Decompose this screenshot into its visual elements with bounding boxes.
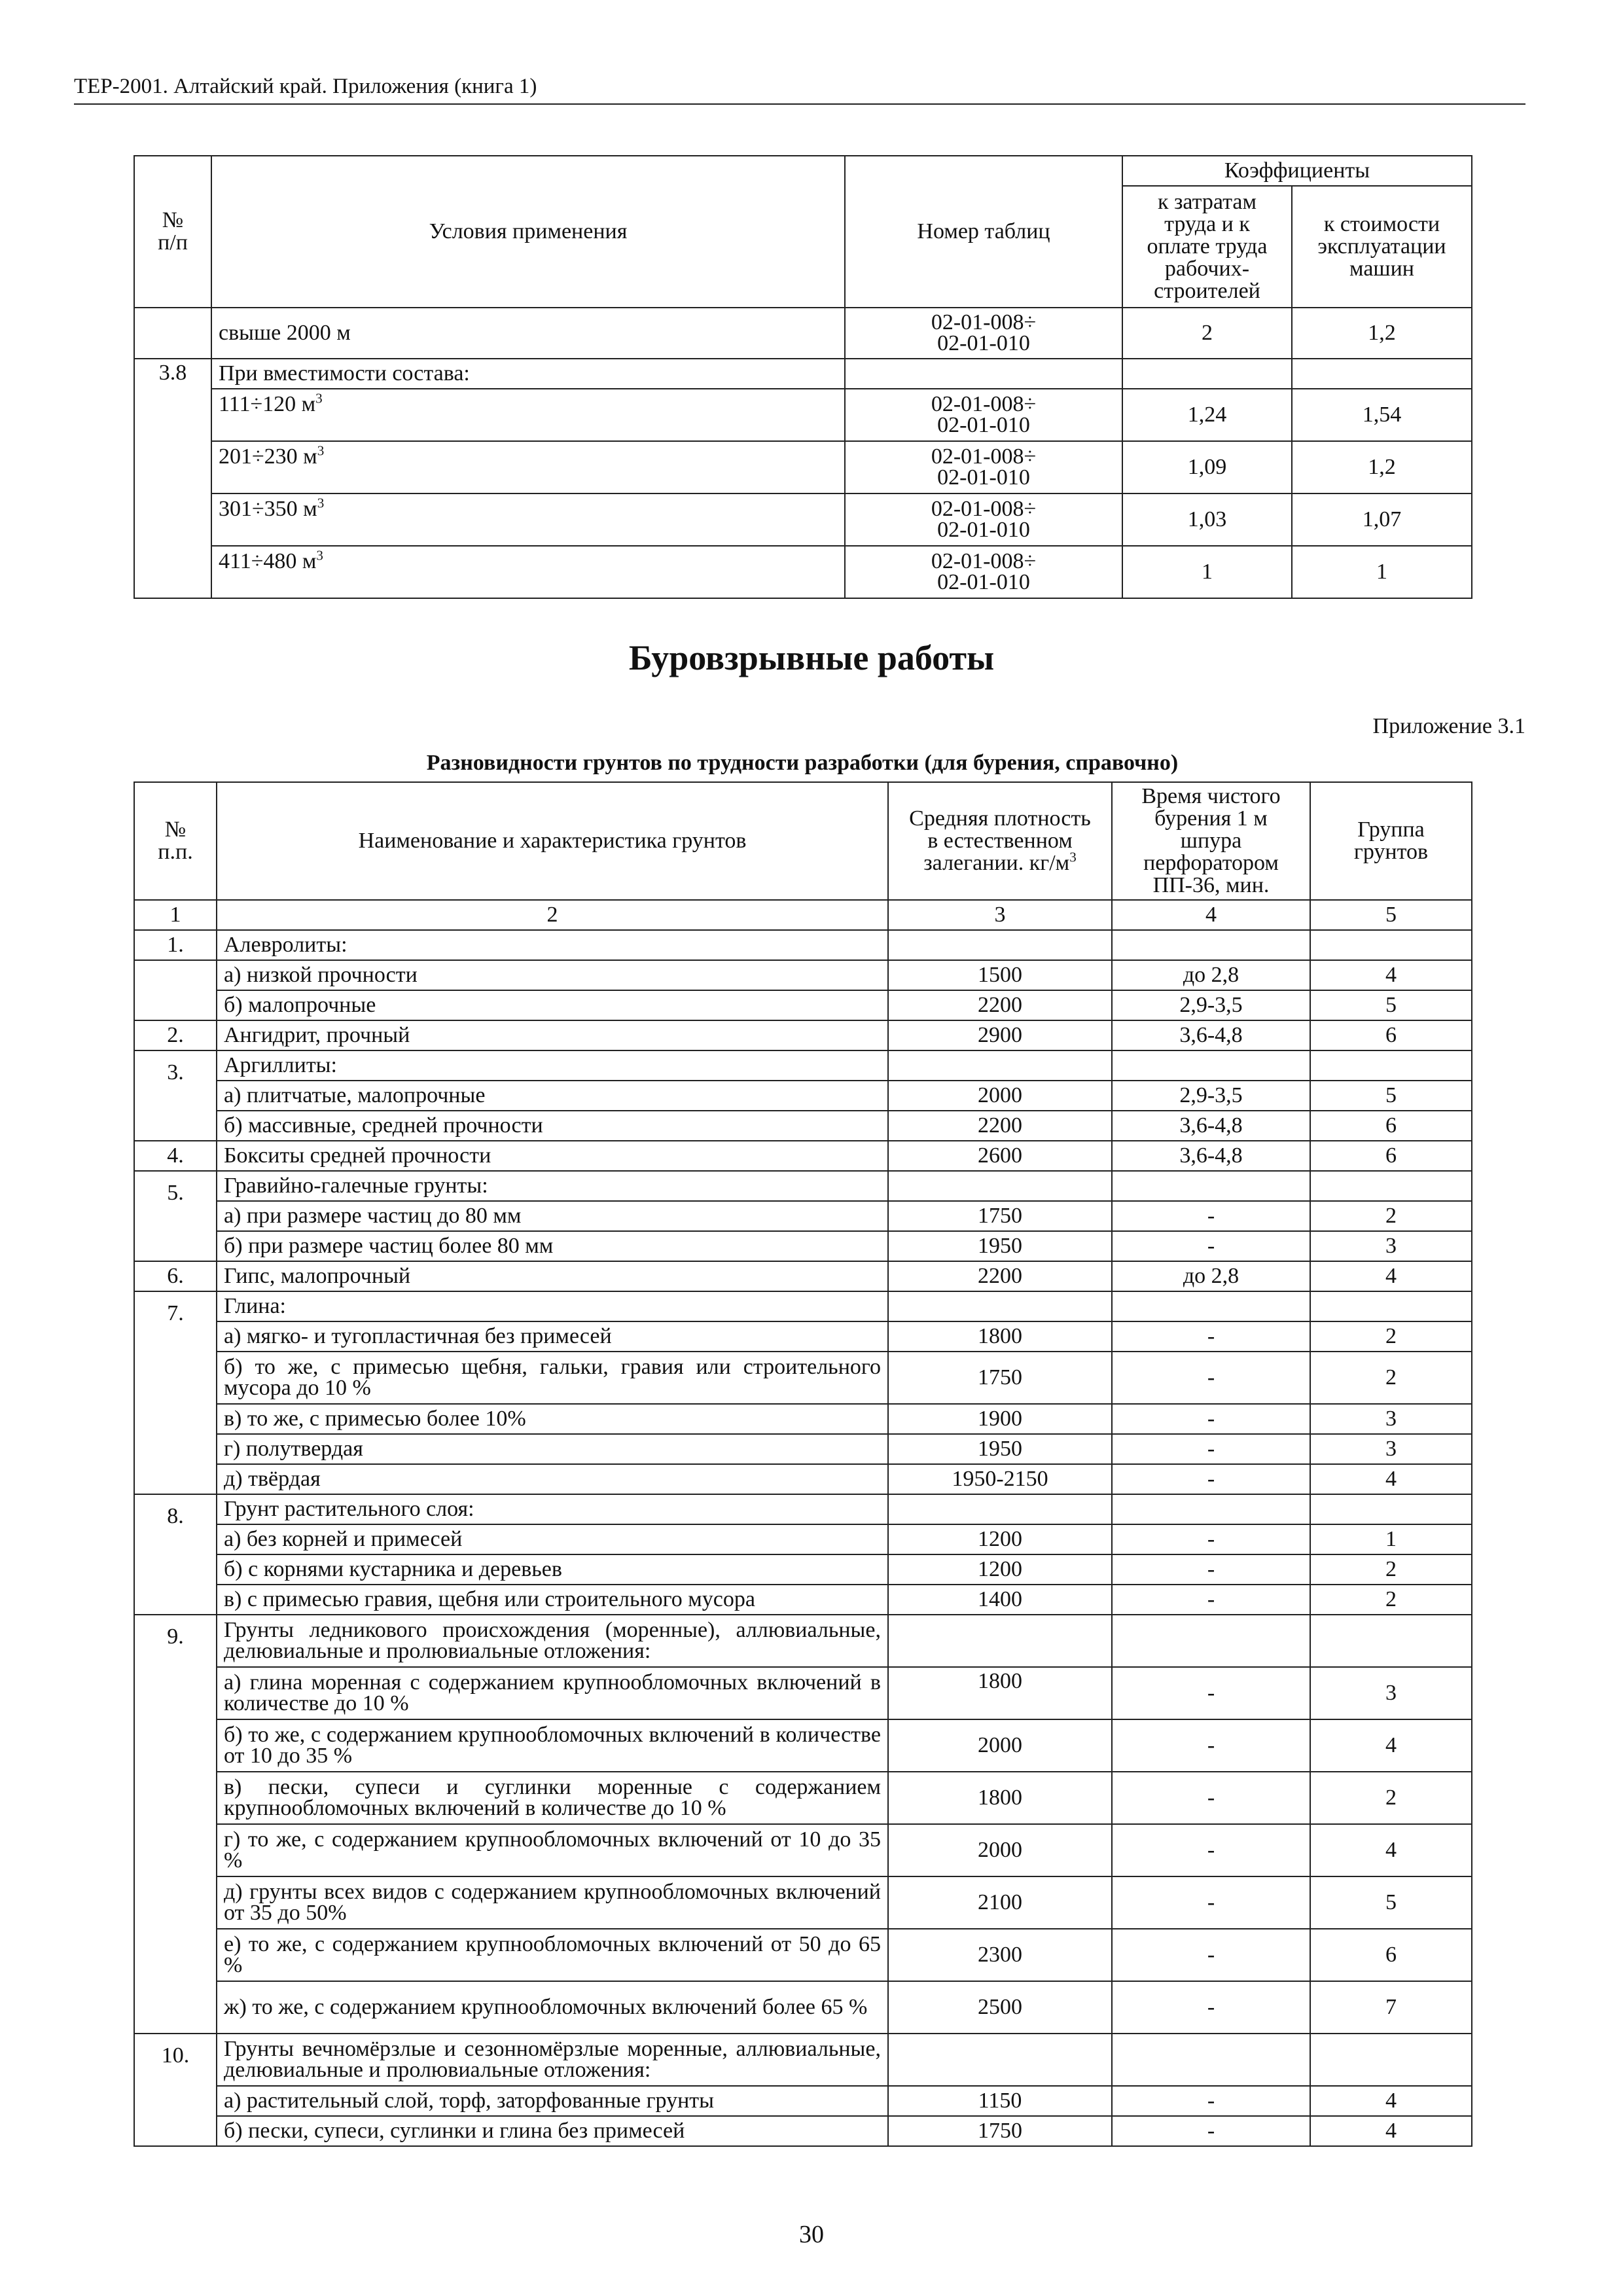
table-row <box>134 930 1472 960</box>
column-number: 4 <box>1112 900 1310 930</box>
row-num: 2. <box>134 1020 217 1050</box>
soil-name-cell: Грунты вечномёрзлые и сезонномёрзлые моренные, аллювиальные, делювиальные и пролювиальные отложения: <box>217 2034 888 2086</box>
soil-group-cell: 4 <box>1310 2116 1472 2146</box>
soil-name-cell: а) низкой прочности <box>217 960 888 990</box>
header-num: № п/п <box>134 156 211 308</box>
soil-name-cell: Гравийно-галечные грунты: <box>217 1171 888 1201</box>
soil-name-cell: Гипс, малопрочный <box>217 1261 888 1291</box>
table-row <box>134 1081 1472 1111</box>
table-row <box>134 1434 1472 1464</box>
table-row <box>134 308 1472 359</box>
density-cell <box>888 1050 1112 1081</box>
machines-coef-cell: 1,2 <box>1292 308 1472 359</box>
soil-group-cell: 2 <box>1310 1321 1472 1352</box>
table-row <box>134 1929 1472 1981</box>
drilling-time-cell: - <box>1112 1719 1310 1772</box>
drilling-time-cell: - <box>1112 1201 1310 1231</box>
soil-group-cell <box>1310 930 1472 960</box>
soil-group-cell <box>1310 1494 1472 1524</box>
soil-name-cell: ж) то же, с содержанием крупнообломочных включений более 65 % <box>217 1981 888 2034</box>
density-cell <box>888 1494 1112 1524</box>
soil-group-cell <box>1310 2034 1472 2086</box>
table-row <box>134 493 1472 546</box>
soil-group-cell: 4 <box>1310 1261 1472 1291</box>
soil-group-cell: 3 <box>1310 1667 1472 1719</box>
table-number-cell: 02-01-008÷ 02-01-010 <box>845 546 1122 598</box>
density-cell: 1200 <box>888 1554 1112 1585</box>
table-row <box>134 2034 1472 2086</box>
table-row <box>134 2116 1472 2146</box>
table-row <box>134 441 1472 493</box>
soil-name-cell: г) полутвердая <box>217 1434 888 1464</box>
drilling-time-cell <box>1112 1291 1310 1321</box>
soil-name-cell: е) то же, с содержанием крупнообломочных включений от 50 до 65 % <box>217 1929 888 1981</box>
drilling-time-cell: - <box>1112 1524 1310 1554</box>
row-num: 9. <box>134 1615 217 2034</box>
soil-name-cell: а) при размере частиц до 80 мм <box>217 1201 888 1231</box>
condition-cell <box>211 493 845 546</box>
soil-name-cell: б) массивные, средней прочности <box>217 1111 888 1141</box>
condition-text: 301÷350 м <box>219 497 317 521</box>
density-cell: 1750 <box>888 2116 1112 2146</box>
table-row <box>134 1050 1472 1081</box>
soil-group-cell <box>1310 1615 1472 1667</box>
drilling-time-cell <box>1112 2034 1310 2086</box>
page-number: 30 <box>799 2221 824 2248</box>
header-soil-name: Наименование и характеристика грунтов <box>217 782 888 900</box>
soil-group-cell <box>1310 1171 1472 1201</box>
header-density-text: Средняя плотность в естественном залегании. кг/м <box>909 806 1091 875</box>
drilling-time-cell: - <box>1112 1585 1310 1615</box>
column-number: 5 <box>1310 900 1472 930</box>
soil-group-cell: 2 <box>1310 1772 1472 1824</box>
table-number-cell: 02-01-008÷ 02-01-010 <box>845 389 1122 441</box>
coefficients-table <box>134 155 1472 599</box>
soil-name-cell: а) без корней и примесей <box>217 1524 888 1554</box>
table-row <box>134 1231 1472 1261</box>
drilling-time-cell <box>1112 1171 1310 1201</box>
density-cell: 2900 <box>888 1020 1112 1050</box>
condition-sup: 3 <box>315 390 323 406</box>
density-cell <box>888 1171 1112 1201</box>
soil-group-cell: 5 <box>1310 990 1472 1020</box>
table-row <box>134 546 1472 598</box>
soil-name-cell: в) то же, с примесью более 10% <box>217 1404 888 1434</box>
soil-group-cell: 6 <box>1310 1020 1472 1050</box>
condition-text: 201÷230 м <box>219 444 317 469</box>
table-row <box>134 1876 1472 1929</box>
density-cell: 1900 <box>888 1404 1112 1434</box>
column-number: 1 <box>134 900 217 930</box>
condition-cell <box>211 546 845 598</box>
header-density-sup: 3 <box>1069 849 1077 865</box>
density-cell: 1150 <box>888 2086 1112 2116</box>
column-number: 2 <box>217 900 888 930</box>
header-density <box>888 782 1112 900</box>
soil-name-cell: г) то же, с содержанием крупнообломочных включений от 10 до 35 % <box>217 1824 888 1876</box>
table-row <box>134 1554 1472 1585</box>
density-cell: 2300 <box>888 1929 1112 1981</box>
table-row <box>134 1615 1472 1667</box>
drilling-time-cell: - <box>1112 1404 1310 1434</box>
table-row <box>134 990 1472 1020</box>
header-drilling-time: Время чистого бурения 1 м шпура перфоратором ПП-36, мин. <box>1112 782 1310 900</box>
drilling-time-cell: - <box>1112 1352 1310 1404</box>
drilling-time-cell: 2,9-3,5 <box>1112 1081 1310 1111</box>
labor-coef-cell: 1,24 <box>1122 389 1292 441</box>
table-row <box>134 1981 1472 2034</box>
drilling-time-cell: - <box>1112 1434 1310 1464</box>
table-row <box>134 1824 1472 1876</box>
row-num: 10. <box>134 2034 217 2146</box>
density-cell: 1800 <box>888 1321 1112 1352</box>
density-cell: 2200 <box>888 1261 1112 1291</box>
machines-coef-cell: 1,2 <box>1292 441 1472 493</box>
soil-name-cell: Алевролиты: <box>217 930 888 960</box>
row-num: 1. <box>134 930 217 960</box>
density-cell: 1200 <box>888 1524 1112 1554</box>
density-cell: 2200 <box>888 1111 1112 1141</box>
density-cell: 1800 <box>888 1772 1112 1824</box>
soil-group-cell: 2 <box>1310 1201 1472 1231</box>
appendix-label: Приложение 3.1 <box>1372 714 1525 738</box>
table-row <box>134 1141 1472 1171</box>
soil-name-cell: Грунт растительного слоя: <box>217 1494 888 1524</box>
row-num: 5. <box>134 1171 217 1261</box>
drilling-time-cell: - <box>1112 1231 1310 1261</box>
drilling-time-cell: - <box>1112 1464 1310 1494</box>
soil-group-cell: 3 <box>1310 1231 1472 1261</box>
density-cell: 2100 <box>888 1876 1112 1929</box>
density-cell: 1400 <box>888 1585 1112 1615</box>
drilling-time-cell: - <box>1112 1667 1310 1719</box>
density-cell: 1950 <box>888 1231 1112 1261</box>
row-num <box>134 960 217 1020</box>
soil-group-cell: 5 <box>1310 1876 1472 1929</box>
table-row <box>134 1201 1472 1231</box>
density-cell: 1750 <box>888 1352 1112 1404</box>
table-row <box>134 1261 1472 1291</box>
labor-coef-cell: 1,09 <box>1122 441 1292 493</box>
condition-sup: 3 <box>316 547 323 564</box>
density-cell: 1750 <box>888 1201 1112 1231</box>
machines-coef-cell: 1,54 <box>1292 389 1472 441</box>
table-row <box>134 1772 1472 1824</box>
header-table-number: Номер таблиц <box>845 156 1122 308</box>
condition-cell <box>211 359 845 389</box>
soil-name-cell: в) с примесью гравия, щебня или строительного мусора <box>217 1585 888 1615</box>
condition-text: свыше 2000 м <box>219 321 351 345</box>
drilling-time-cell <box>1112 1050 1310 1081</box>
density-cell <box>888 930 1112 960</box>
table-row <box>134 1524 1472 1554</box>
drilling-time-cell <box>1112 1615 1310 1667</box>
labor-coef-cell: 1,03 <box>1122 493 1292 546</box>
row-num: 3.8 <box>134 359 211 598</box>
soil-types-table <box>134 781 1472 2147</box>
drilling-time-cell: 2,9-3,5 <box>1112 990 1310 1020</box>
soil-name-cell: а) мягко- и тугопластичная без примесей <box>217 1321 888 1352</box>
soil-group-cell: 6 <box>1310 1141 1472 1171</box>
density-cell: 1950 <box>888 1434 1112 1464</box>
table-row <box>134 2086 1472 2116</box>
drilling-time-cell: - <box>1112 1981 1310 2034</box>
condition-sup: 3 <box>317 495 325 511</box>
header-soil-group: Группа грунтов <box>1310 782 1472 900</box>
drilling-time-cell: - <box>1112 2086 1310 2116</box>
drilling-time-cell: - <box>1112 1554 1310 1585</box>
soil-name-cell: д) грунты всех видов с содержанием крупнообломочных включений от 35 до 50% <box>217 1876 888 1929</box>
soil-name-cell: Грунты ледникового происхождения (моренные), аллювиальные, делювиальные и пролювиальные отложения: <box>217 1615 888 1667</box>
header-coefficients: Коэффициенты <box>1122 156 1472 186</box>
soil-group-cell: 4 <box>1310 960 1472 990</box>
table-row <box>134 1667 1472 1719</box>
drilling-time-cell: - <box>1112 1929 1310 1981</box>
row-num: 7. <box>134 1291 217 1494</box>
soil-group-cell: 5 <box>1310 1081 1472 1111</box>
machines-coef-cell: 1,07 <box>1292 493 1472 546</box>
header-conditions: Условия применения <box>211 156 845 308</box>
labor-coef-cell <box>1122 359 1292 389</box>
soil-name-cell: б) то же, с содержанием крупнообломочных включений в количестве от 10 до 35 % <box>217 1719 888 1772</box>
density-cell <box>888 1291 1112 1321</box>
drilling-time-cell: - <box>1112 1321 1310 1352</box>
soil-group-cell <box>1310 1050 1472 1081</box>
labor-coef-cell: 1 <box>1122 546 1292 598</box>
soil-name-cell: б) пески, супеси, суглинки и глина без примесей <box>217 2116 888 2146</box>
soil-group-cell: 6 <box>1310 1929 1472 1981</box>
density-cell: 1800 <box>888 1667 1112 1719</box>
table-row <box>134 1111 1472 1141</box>
density-cell <box>888 1615 1112 1667</box>
soil-group-cell: 1 <box>1310 1524 1472 1554</box>
row-num: 6. <box>134 1261 217 1291</box>
drilling-time-cell <box>1112 1494 1310 1524</box>
soil-group-cell: 4 <box>1310 1824 1472 1876</box>
header-num: № п.п. <box>134 782 217 900</box>
condition-cell <box>211 389 845 441</box>
column-number: 3 <box>888 900 1112 930</box>
soil-name-cell: в) пески, супеси и суглинки моренные с содержанием крупнообломочных включений в количестве до 10 % <box>217 1772 888 1824</box>
table-row <box>134 1291 1472 1321</box>
section-title: Буровзрывные работы <box>628 638 995 677</box>
density-cell: 2000 <box>888 1719 1112 1772</box>
table-number-cell <box>845 359 1122 389</box>
density-cell: 2500 <box>888 1981 1112 2034</box>
soil-name-cell: Бокситы средней прочности <box>217 1141 888 1171</box>
soil-name-cell: а) глина моренная с содержанием крупнообломочных включений в количестве до 10 % <box>217 1667 888 1719</box>
table-row <box>134 1404 1472 1434</box>
soil-name-cell: Аргиллиты: <box>217 1050 888 1081</box>
row-num <box>134 308 211 359</box>
density-cell: 2200 <box>888 990 1112 1020</box>
table-row <box>134 1020 1472 1050</box>
table-row <box>134 1352 1472 1404</box>
header-machines-coef: к стоимости эксплуатации машин <box>1292 186 1472 308</box>
soil-group-cell: 3 <box>1310 1434 1472 1464</box>
column-numbers-row <box>134 900 1472 930</box>
condition-sup: 3 <box>317 442 325 459</box>
density-cell: 2000 <box>888 1824 1112 1876</box>
condition-text: При вместимости состава: <box>219 361 470 386</box>
drilling-time-cell: - <box>1112 2116 1310 2146</box>
soil-name-cell: Глина: <box>217 1291 888 1321</box>
running-header: ТЕР-2001. Алтайский край. Приложения (книга 1) <box>74 73 1525 105</box>
soil-name-cell: б) с корнями кустарника и деревьев <box>217 1554 888 1585</box>
drilling-time-cell: - <box>1112 1772 1310 1824</box>
table-number-cell: 02-01-008÷ 02-01-010 <box>845 493 1122 546</box>
soil-name-cell: б) то же, с примесью щебня, гальки, гравия или строительного мусора до 10 % <box>217 1352 888 1404</box>
soil-group-cell: 6 <box>1310 1111 1472 1141</box>
table-row <box>134 1719 1472 1772</box>
table-row <box>134 1321 1472 1352</box>
drilling-time-cell: - <box>1112 1824 1310 1876</box>
soil-name-cell: б) малопрочные <box>217 990 888 1020</box>
drilling-time-cell: 3,6-4,8 <box>1112 1020 1310 1050</box>
soil-name-cell: а) плитчатые, малопрочные <box>217 1081 888 1111</box>
soil-name-cell: Ангидрит, прочный <box>217 1020 888 1050</box>
table-row <box>134 1494 1472 1524</box>
soil-group-cell: 4 <box>1310 1719 1472 1772</box>
density-cell: 1950-2150 <box>888 1464 1112 1494</box>
density-cell: 2000 <box>888 1081 1112 1111</box>
labor-coef-cell: 2 <box>1122 308 1292 359</box>
drilling-time-cell <box>1112 930 1310 960</box>
soil-table-title: Разновидности грунтов по трудности разработки (для бурения, справочно) <box>426 751 1179 775</box>
drilling-time-cell: 3,6-4,8 <box>1112 1141 1310 1171</box>
table-number-cell: 02-01-008÷ 02-01-010 <box>845 308 1122 359</box>
density-cell: 1500 <box>888 960 1112 990</box>
soil-group-cell: 2 <box>1310 1554 1472 1585</box>
table-row <box>134 359 1472 389</box>
condition-text: 411÷480 м <box>219 549 317 573</box>
drilling-time-cell: - <box>1112 1876 1310 1929</box>
machines-coef-cell <box>1292 359 1472 389</box>
table-row <box>134 1585 1472 1615</box>
soil-group-cell: 7 <box>1310 1981 1472 2034</box>
density-cell: 2600 <box>888 1141 1112 1171</box>
soil-name-cell: а) растительный слой, торф, заторфованные грунты <box>217 2086 888 2116</box>
soil-group-cell: 2 <box>1310 1352 1472 1404</box>
drilling-time-cell: 3,6-4,8 <box>1112 1111 1310 1141</box>
row-num: 4. <box>134 1141 217 1171</box>
condition-text: 111÷120 м <box>219 392 316 416</box>
table-number-cell: 02-01-008÷ 02-01-010 <box>845 441 1122 493</box>
soil-name-cell: б) при размере частиц более 80 мм <box>217 1231 888 1261</box>
condition-cell <box>211 308 845 359</box>
soil-name-cell: д) твёрдая <box>217 1464 888 1494</box>
soil-group-cell: 4 <box>1310 1464 1472 1494</box>
table-row <box>134 1464 1472 1494</box>
condition-cell <box>211 441 845 493</box>
header-labor-coef: к затратам труда и к оплате труда рабочих- строителей <box>1122 186 1292 308</box>
table-row <box>134 389 1472 441</box>
soil-group-cell: 3 <box>1310 1404 1472 1434</box>
soil-group-cell <box>1310 1291 1472 1321</box>
machines-coef-cell: 1 <box>1292 546 1472 598</box>
density-cell <box>888 2034 1112 2086</box>
row-num: 3. <box>134 1050 217 1141</box>
row-num: 8. <box>134 1494 217 1615</box>
soil-group-cell: 4 <box>1310 2086 1472 2116</box>
drilling-time-cell: до 2,8 <box>1112 1261 1310 1291</box>
table-row <box>134 960 1472 990</box>
table-row <box>134 1171 1472 1201</box>
soil-group-cell: 2 <box>1310 1585 1472 1615</box>
drilling-time-cell: до 2,8 <box>1112 960 1310 990</box>
